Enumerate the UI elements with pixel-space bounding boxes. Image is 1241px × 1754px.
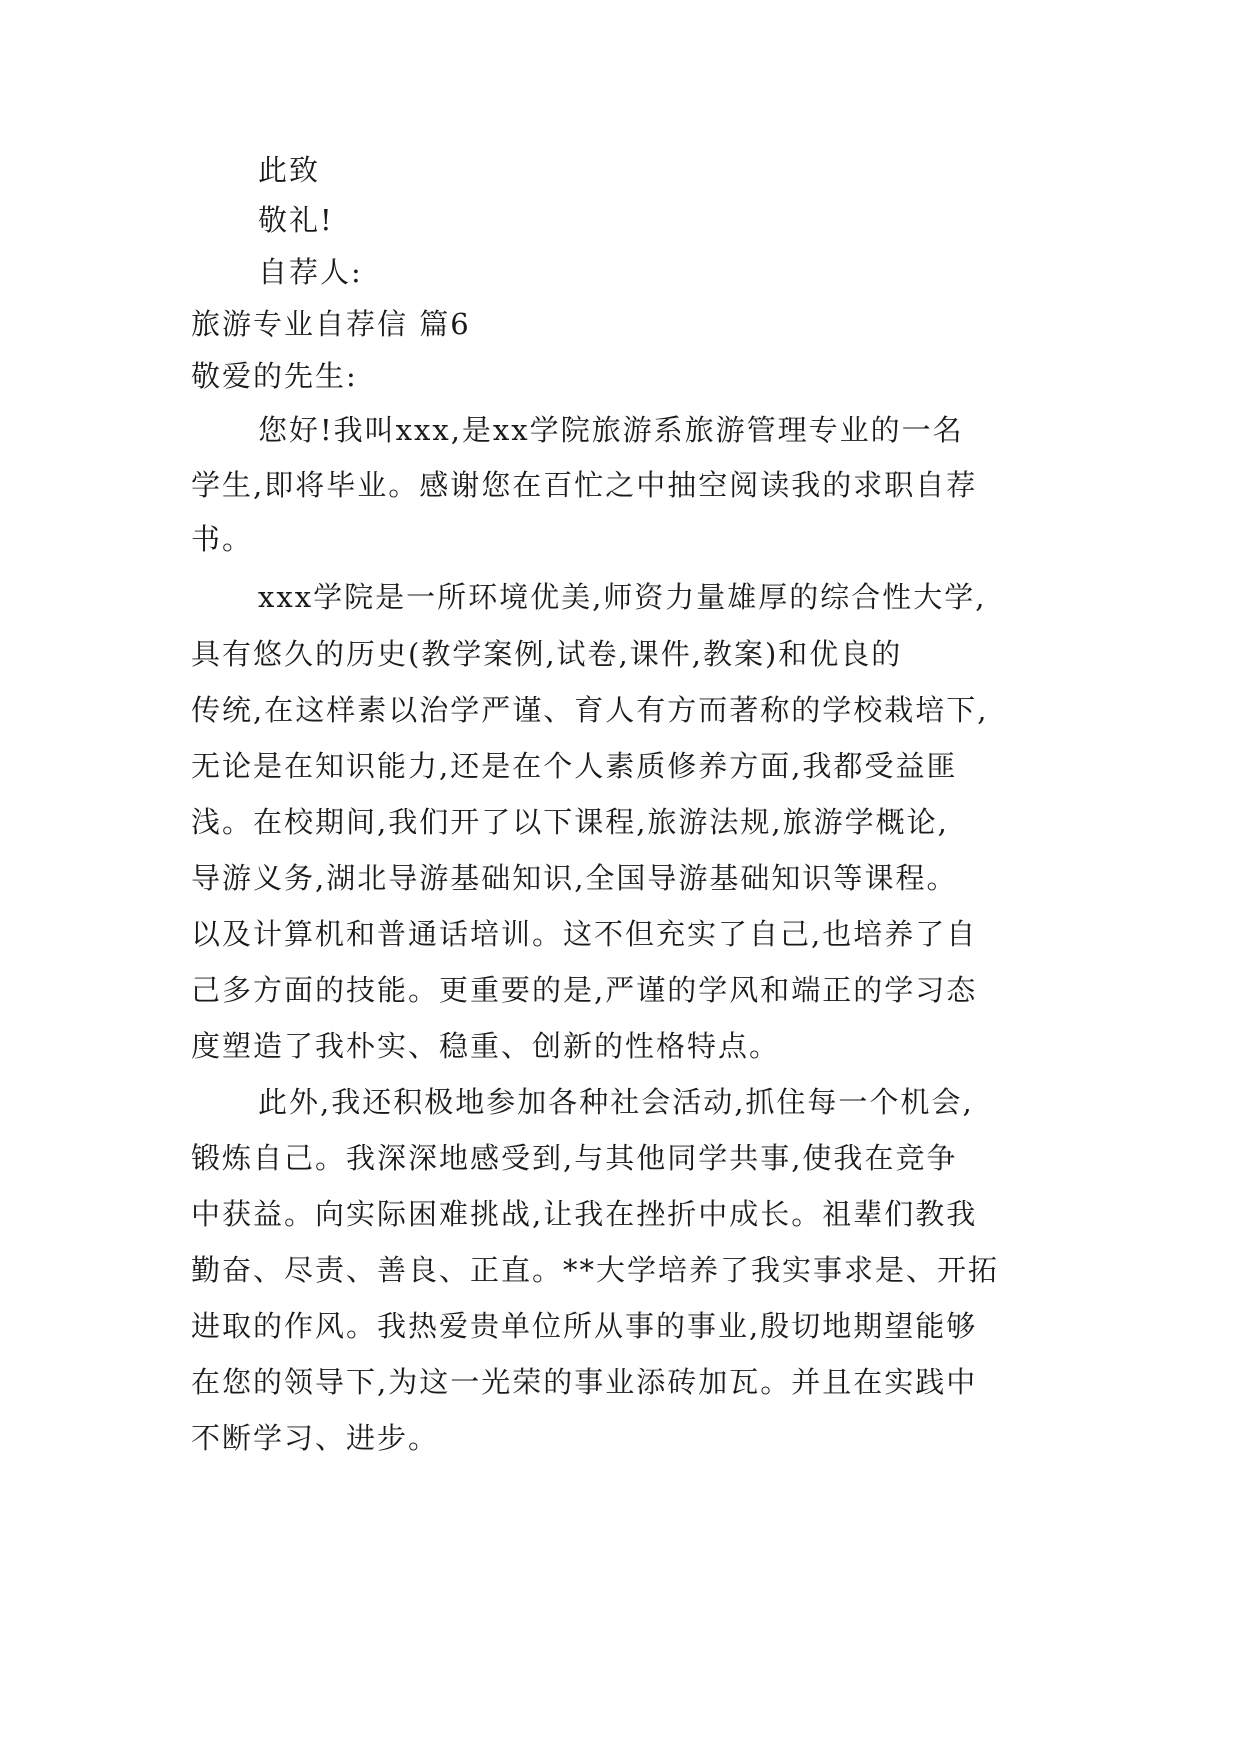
paragraph-2-line-1: xxx学院是一所环境优美,师资力量雄厚的综合性大学,: [258, 580, 987, 614]
paragraph-2-line-2: 具有悠久的历史(教学案例,试卷,课件,教案)和优良的: [191, 637, 903, 671]
paragraph-1-line-3: 书。: [191, 522, 254, 556]
paragraph-1-line-1: 您好!我叫xxx,是xx学院旅游系旅游管理专业的一名: [258, 413, 964, 447]
paragraph-3-line-7: 不断学习、进步。: [191, 1421, 440, 1455]
closing-line-2: 敬礼!: [258, 203, 334, 237]
paragraph-2-line-4: 无论是在知识能力,还是在个人素质修养方面,我都受益匪: [191, 749, 958, 783]
salutation: 敬爱的先生:: [191, 359, 358, 393]
paragraph-2-line-6: 导游义务,湖北导游基础知识,全国导游基础知识等课程。: [191, 861, 958, 895]
paragraph-2-line-3: 传统,在这样素以治学严谨、育人有方而著称的学校栽培下,: [191, 693, 989, 727]
paragraph-3-line-3: 中获益。向实际困难挑战,让我在挫折中成长。祖辈们教我: [191, 1197, 978, 1231]
paragraph-3-line-4: 勤奋、尽责、善良、正直。**大学培养了我实事求是、开拓: [191, 1253, 1000, 1287]
closing-signature: 自荐人:: [258, 255, 363, 289]
closing-line-1: 此致: [258, 153, 321, 187]
paragraph-1-line-2: 学生,即将毕业。感谢您在百忙之中抽空阅读我的求职自荐: [191, 468, 978, 502]
section-title: 旅游专业自荐信 篇6: [191, 307, 471, 341]
paragraph-2-line-9: 度塑造了我朴实、稳重、创新的性格特点。: [191, 1029, 781, 1063]
paragraph-3-line-1: 此外,我还积极地参加各种社会活动,抓住每一个机会,: [258, 1085, 974, 1119]
paragraph-3-line-5: 进取的作风。我热爱贵单位所从事的事业,殷切地期望能够: [191, 1309, 978, 1343]
paragraph-2-line-7: 以及计算机和普通话培训。这不但充实了自己,也培养了自: [191, 917, 978, 951]
paragraph-3-line-6: 在您的领导下,为这一光荣的事业添砖加瓦。并且在实践中: [191, 1365, 978, 1399]
paragraph-2-line-8: 己多方面的技能。更重要的是,严谨的学风和端正的学习态: [191, 973, 978, 1007]
paragraph-3-line-2: 锻炼自己。我深深地感受到,与其他同学共事,使我在竞争: [191, 1141, 958, 1175]
paragraph-2-line-5: 浅。在校期间,我们开了以下课程,旅游法规,旅游学概论,: [191, 805, 949, 839]
